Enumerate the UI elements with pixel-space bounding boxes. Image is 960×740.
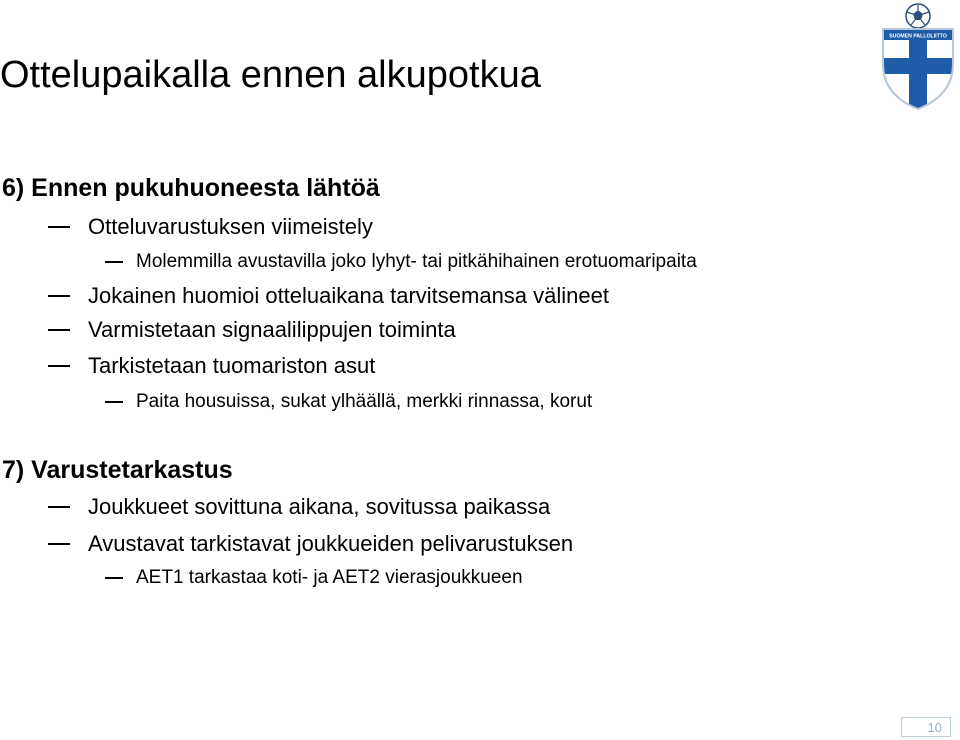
list-item-text: AET1 tarkastaa koti- ja AET2 vierasjoukkueen xyxy=(136,567,523,588)
list-item xyxy=(0,280,609,312)
list-item xyxy=(0,211,373,243)
section-heading: 7) Varustetarkastus xyxy=(2,455,233,484)
list-item-text: Otteluvarustuksen viimeistely xyxy=(88,214,373,239)
page-number: 10 xyxy=(927,720,942,735)
list-item-text: Paita housuissa, sukat ylhäällä, merkki rinnassa, korut xyxy=(136,391,593,412)
dash-bullet xyxy=(105,577,123,579)
dash-bullet xyxy=(48,329,70,331)
dash-bullet xyxy=(105,401,123,403)
list-item xyxy=(0,528,573,560)
dash-bullet xyxy=(48,295,70,297)
logo-text: SUOMEN PALLOLIITTO xyxy=(889,33,947,40)
dash-bullet xyxy=(48,543,70,545)
list-item-text: Jokainen huomioi otteluaikana tarvitsemansa välineet xyxy=(88,283,609,308)
page-number-box xyxy=(901,717,951,737)
list-item-text: Avustavat tarkistavat joukkueiden pelivarustuksen xyxy=(88,531,574,556)
section-heading: 6) Ennen pukuhuoneesta lähtöä xyxy=(2,173,380,202)
list-item xyxy=(0,248,697,276)
list-item xyxy=(0,388,592,416)
dash-bullet xyxy=(105,261,123,263)
list-item xyxy=(0,314,456,346)
dash-bullet xyxy=(48,226,70,228)
football-association-logo xyxy=(878,2,958,110)
dash-bullet xyxy=(48,506,70,508)
list-item-text: Joukkueet sovittuna aikana, sovitussa paikassa xyxy=(88,494,551,519)
list-item xyxy=(0,491,550,523)
list-item xyxy=(0,564,523,592)
list-item-text: Varmistetaan signaalilippujen toiminta xyxy=(88,317,456,342)
slide-title: Ottelupaikalla ennen alkupotkua xyxy=(0,54,541,96)
football-icon xyxy=(906,4,930,28)
dash-bullet xyxy=(48,365,70,367)
list-item-text: Tarkistetaan tuomariston asut xyxy=(88,353,376,378)
list-item-text: Molemmilla avustavilla joko lyhyt- tai pitkähihainen erotuomaripaita xyxy=(136,251,697,272)
list-item xyxy=(0,350,375,382)
